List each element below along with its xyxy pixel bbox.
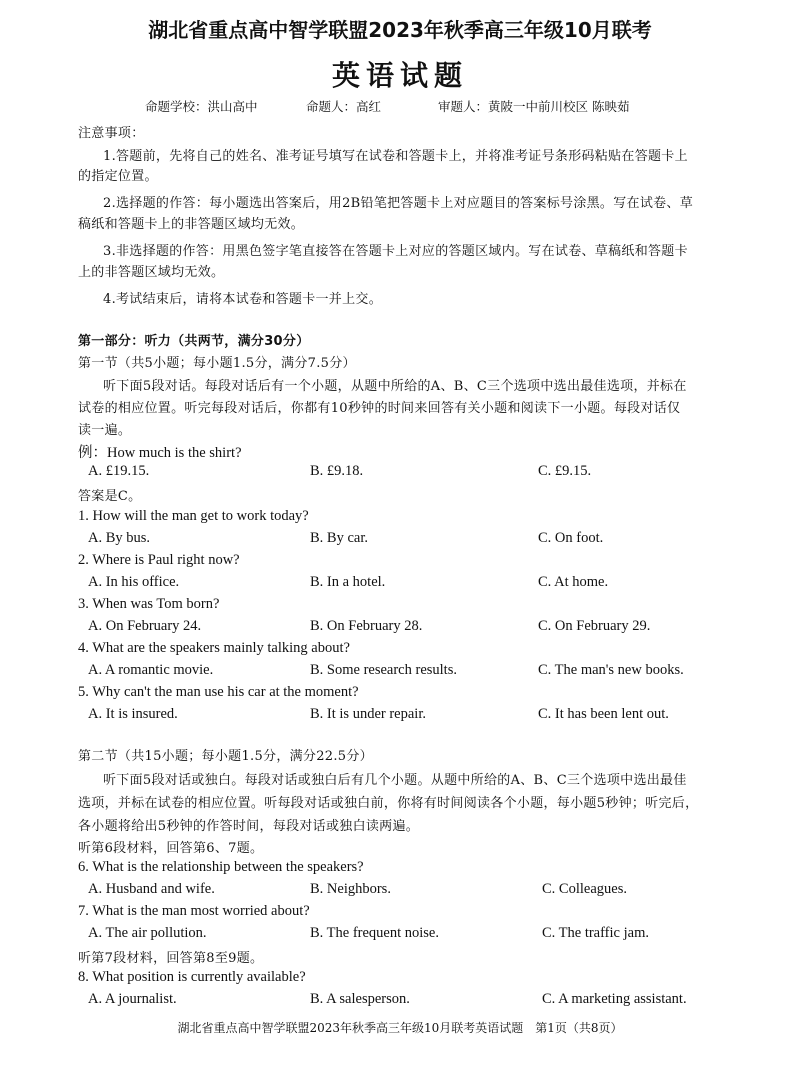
notice-item-1-cont: 的指定位置。 bbox=[78, 169, 158, 184]
q8-option-b: B. A salesperson. bbox=[310, 991, 410, 1007]
notice-item-1: 1.答题前，先将自己的姓名、准考证号填写在试卷和答题卡上，并将准考证号条形码粘贴在答题卡上 bbox=[103, 149, 688, 164]
q7-option-b: B. The frequent noise. bbox=[310, 925, 439, 941]
notice-item-4: 4.考试结束后，请将本试卷和答题卡一并上交。 bbox=[103, 292, 383, 307]
q7-option-a: A. The air pollution. bbox=[88, 925, 207, 941]
question-7: 7. What is the man most worried about? bbox=[78, 903, 310, 919]
section2-instructions-2: 选项，并标在试卷的相应位置。听每段对话或独白前，你将有时间阅读各个小题，每小题5秒钟；听完后， bbox=[78, 796, 699, 811]
author-name: 命题人：高红 bbox=[306, 99, 382, 114]
q1-option-a: A. By bus. bbox=[88, 530, 151, 546]
example-question: 例：How much is the shirt? bbox=[78, 445, 242, 461]
example-answer: 答案是C。 bbox=[78, 489, 142, 504]
q4-option-b: B. Some research results. bbox=[310, 662, 457, 678]
q5-option-c: C. It has been lent out. bbox=[538, 706, 669, 722]
q3-option-b: B. On February 28. bbox=[310, 618, 423, 634]
exam-subtitle: 英语试题 bbox=[331, 59, 468, 92]
q8-option-c: C. A marketing assistant. bbox=[542, 991, 687, 1007]
example-option-b: B. £9.18. bbox=[310, 463, 364, 479]
section1-instructions-1: 听下面5段对话。每段对话后有一个小题，从题中所给的A、B、C三个选项中选出最佳选项，并标在 bbox=[103, 379, 687, 394]
q2-option-b: B. In a hotel. bbox=[310, 574, 386, 590]
notice-item-2: 2.选择题的作答：每小题选出答案后，用2B铅笔把答题卡上对应题目的答案标号涂黑。写在试卷、草 bbox=[103, 196, 694, 211]
section1-instructions-3: 读一遍。 bbox=[78, 423, 132, 438]
exam-title: 湖北省重点高中智学联盟2023年秋季高三年级10月联考 bbox=[148, 18, 652, 42]
part1-heading: 第一部分：听力（共两节，满分30分） bbox=[78, 334, 310, 349]
question-4: 4. What are the speakers mainly talking about? bbox=[78, 640, 350, 656]
section2-instructions-1: 听下面5段对话或独白。每段对话或独白后有几个小题。从题中所给的A、B、C三个选项中选出最佳 bbox=[103, 773, 687, 788]
author-school: 命题学校：洪山高中 bbox=[145, 99, 258, 114]
example-option-a: A. £19.15. bbox=[88, 463, 150, 479]
q6-option-a: A. Husband and wife. bbox=[88, 881, 215, 897]
example-option-c: C. £9.15. bbox=[538, 463, 592, 479]
q1-option-c: C. On foot. bbox=[538, 530, 604, 546]
notice-item-2-cont: 稿纸和答题卡上的非答题区域均无效。 bbox=[78, 217, 305, 232]
question-3: 3. When was Tom born? bbox=[78, 596, 220, 612]
q6-option-b: B. Neighbors. bbox=[310, 881, 391, 897]
material-7-note: 听第7段材料，回答第8至9题。 bbox=[78, 951, 264, 966]
question-6: 6. What is the relationship between the speakers? bbox=[78, 859, 364, 875]
q4-option-c: C. The man's new books. bbox=[538, 662, 684, 678]
q2-option-a: A. In his office. bbox=[88, 574, 180, 590]
question-1: 1. How will the man get to work today? bbox=[78, 508, 309, 524]
q3-option-c: C. On February 29. bbox=[538, 618, 651, 634]
notice-heading: 注意事项： bbox=[78, 126, 145, 141]
reviewer: 审题人：黄陂一中前川校区 陈映茹 bbox=[438, 99, 630, 114]
q2-option-c: C. At home. bbox=[538, 574, 609, 590]
q5-option-b: B. It is under repair. bbox=[310, 706, 426, 722]
section2-instructions-3: 各小题将给出5秒钟的作答时间，每段对话或独白读两遍。 bbox=[78, 819, 420, 834]
section1-instructions-2: 试卷的相应位置。听完每段对话后，你都有10秒钟的时间来回答有关小题和阅读下一小题。每段对话仅 bbox=[78, 401, 681, 416]
q7-option-c: C. The traffic jam. bbox=[542, 925, 649, 941]
q1-option-b: B. By car. bbox=[310, 530, 368, 546]
notice-item-3: 3.非选择题的作答：用黑色签字笔直接答在答题卡上对应的答题区域内。写在试卷、草稿纸和答题卡 bbox=[103, 244, 688, 259]
material-6-note: 听第6段材料，回答第6、7题。 bbox=[78, 841, 264, 856]
section2-heading: 第二节（共15小题；每小题1.5分，满分22.5分） bbox=[78, 749, 373, 764]
q3-option-a: A. On February 24. bbox=[88, 618, 202, 634]
q6-option-c: C. Colleagues. bbox=[542, 881, 627, 897]
q4-option-a: A. A romantic movie. bbox=[88, 662, 214, 678]
question-8: 8. What position is currently available? bbox=[78, 969, 306, 985]
notice-item-3-cont: 上的非答题区域均无效。 bbox=[78, 265, 225, 280]
page-footer: 湖北省重点高中智学联盟2023年秋季高三年级10月联考英语试题 第1页（共8页） bbox=[177, 1021, 623, 1035]
q5-option-a: A. It is insured. bbox=[88, 706, 178, 722]
section1-heading: 第一节（共5小题；每小题1.5分，满分7.5分） bbox=[78, 356, 356, 371]
question-5: 5. Why can't the man use his car at the moment? bbox=[78, 684, 359, 700]
q8-option-a: A. A journalist. bbox=[88, 991, 177, 1007]
question-2: 2. Where is Paul right now? bbox=[78, 552, 240, 568]
